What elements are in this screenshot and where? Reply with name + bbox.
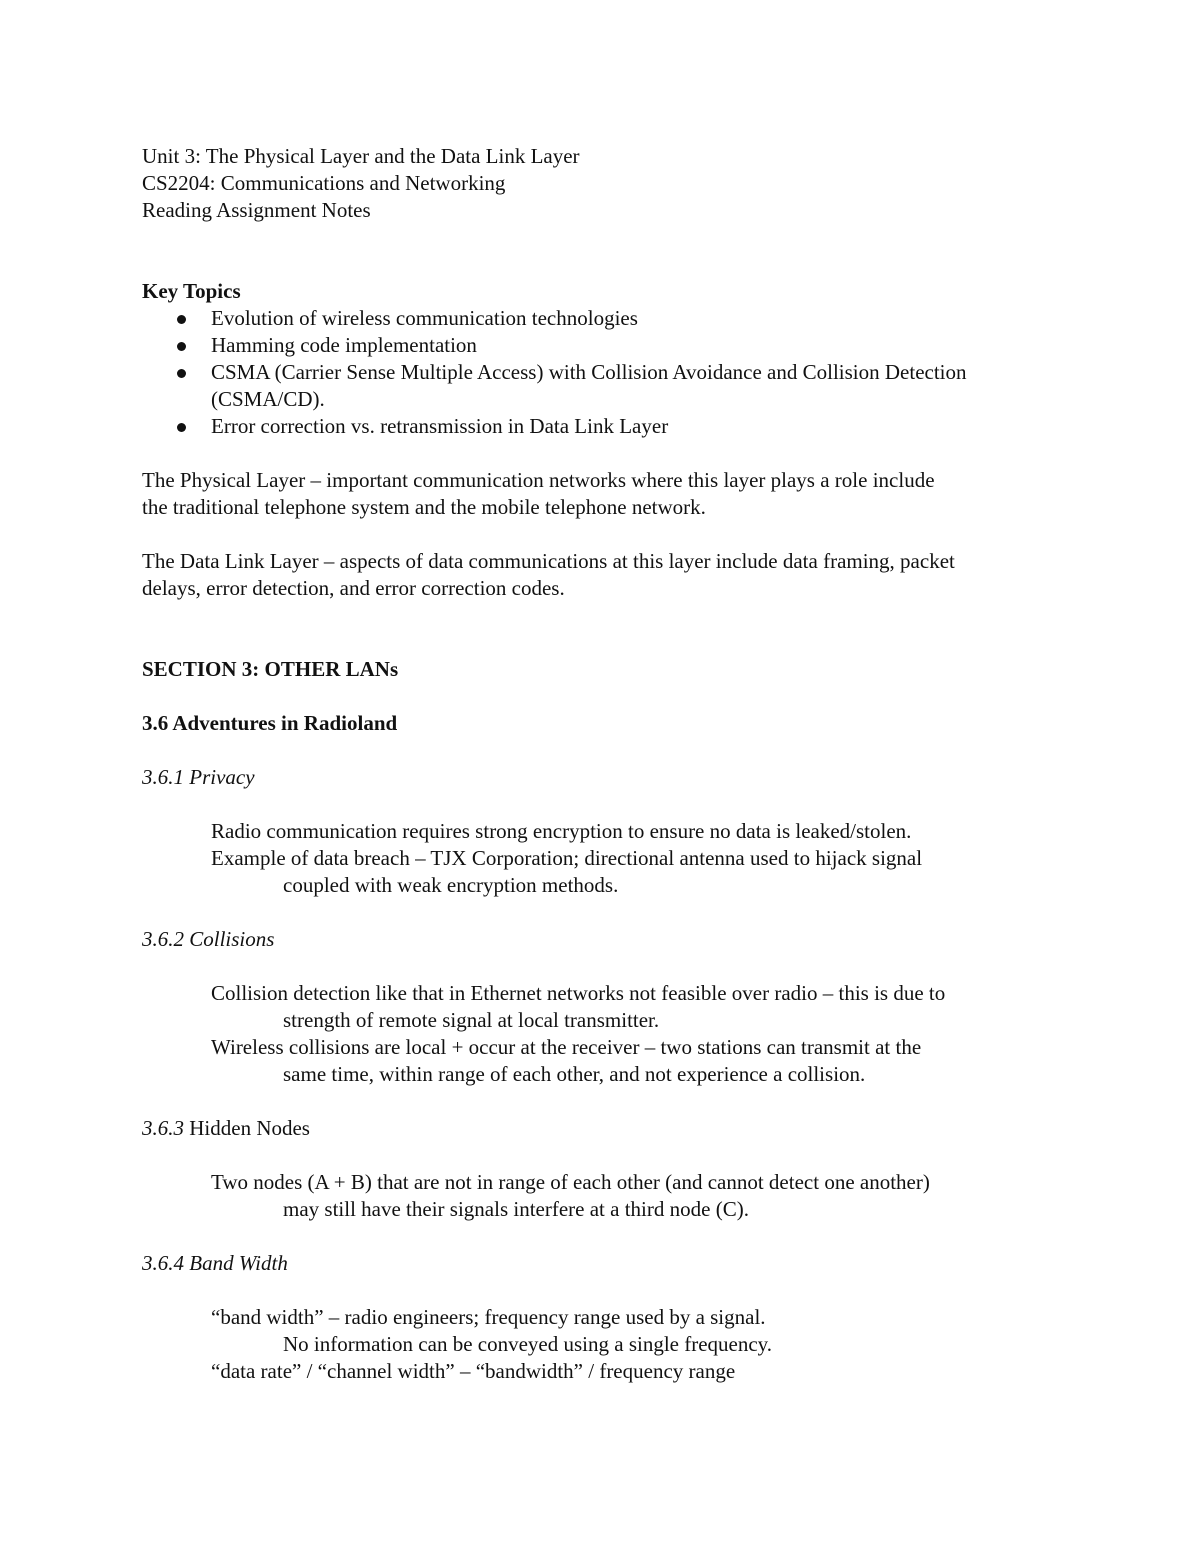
doc-title: Unit 3: The Physical Layer and the Data Link Layer — [142, 144, 580, 168]
course-name: CS2204: Communications and Networking — [142, 171, 506, 195]
privacy-heading: 3.6.1 Privacy — [142, 765, 255, 789]
bandwidth-text: “band width” – radio engineers; frequency range used by a signal. — [211, 1305, 766, 1329]
privacy-text: Radio communication requires strong encryption to ensure no data is leaked/stolen. — [211, 819, 912, 843]
collisions-text: strength of remote signal at local transmitter. — [283, 1008, 660, 1032]
list-item — [142, 413, 1082, 440]
bullet-icon — [177, 369, 186, 378]
data-link-layer-text-cont: delays, error detection, and error correction codes. — [142, 576, 565, 600]
collisions-text: Wireless collisions are local + occur at the receiver – two stations can transmit at the — [211, 1035, 922, 1059]
list-item — [142, 359, 1082, 413]
hidden-nodes-text: may still have their signals interfere at a third node (C). — [283, 1197, 749, 1221]
key-topics-list — [142, 305, 1082, 440]
physical-layer-text: The Physical Layer – important communication networks where this layer plays a role include — [142, 468, 935, 492]
document-page — [142, 143, 1082, 1385]
doc-subtitle: Reading Assignment Notes — [142, 198, 371, 222]
hidden-nodes-title: Hidden Nodes — [184, 1116, 310, 1140]
collisions-text: same time, within range of each other, and not experience a collision. — [283, 1062, 866, 1086]
list-item-text: Hamming code implementation — [211, 333, 477, 357]
bandwidth-text: “data rate” / “channel width” – “bandwidth” / frequency range — [211, 1359, 736, 1383]
key-topics-heading: Key Topics — [142, 279, 241, 303]
hidden-nodes-text: Two nodes (A + B) that are not in range of each other (and cannot detect one another) — [211, 1170, 930, 1194]
hidden-nodes-heading — [142, 1115, 1082, 1142]
section-heading: SECTION 3: OTHER LANs — [142, 657, 399, 681]
subsection-heading: 3.6 Adventures in Radioland — [142, 711, 398, 735]
hidden-nodes-number: 3.6.3 — [142, 1116, 184, 1140]
privacy-text: coupled with weak encryption methods. — [283, 873, 619, 897]
bullet-icon — [177, 315, 186, 324]
data-link-layer-text: The Data Link Layer – aspects of data communications at this layer include data framing, packet — [142, 549, 955, 573]
list-item-text: Error correction vs. retransmission in Data Link Layer — [211, 414, 669, 438]
list-item-text: CSMA (Carrier Sense Multiple Access) with Collision Avoidance and Collision Detection — [211, 360, 967, 384]
privacy-text: Example of data breach – TJX Corporation; directional antenna used to hijack signal — [211, 846, 923, 870]
list-item — [142, 305, 1082, 332]
collisions-text: Collision detection like that in Ethernet networks not feasible over radio – this is due to — [211, 981, 946, 1005]
list-item-text-cont: (CSMA/CD). — [211, 387, 325, 411]
bandwidth-heading: 3.6.4 Band Width — [142, 1251, 288, 1275]
collisions-heading: 3.6.2 Collisions — [142, 927, 275, 951]
physical-layer-text-cont: the traditional telephone system and the mobile telephone network. — [142, 495, 706, 519]
list-item-text: Evolution of wireless communication technologies — [211, 306, 638, 330]
list-item — [142, 332, 1082, 359]
bandwidth-text: No information can be conveyed using a single frequency. — [283, 1332, 773, 1356]
bullet-icon — [177, 342, 186, 351]
bullet-icon — [177, 423, 186, 432]
